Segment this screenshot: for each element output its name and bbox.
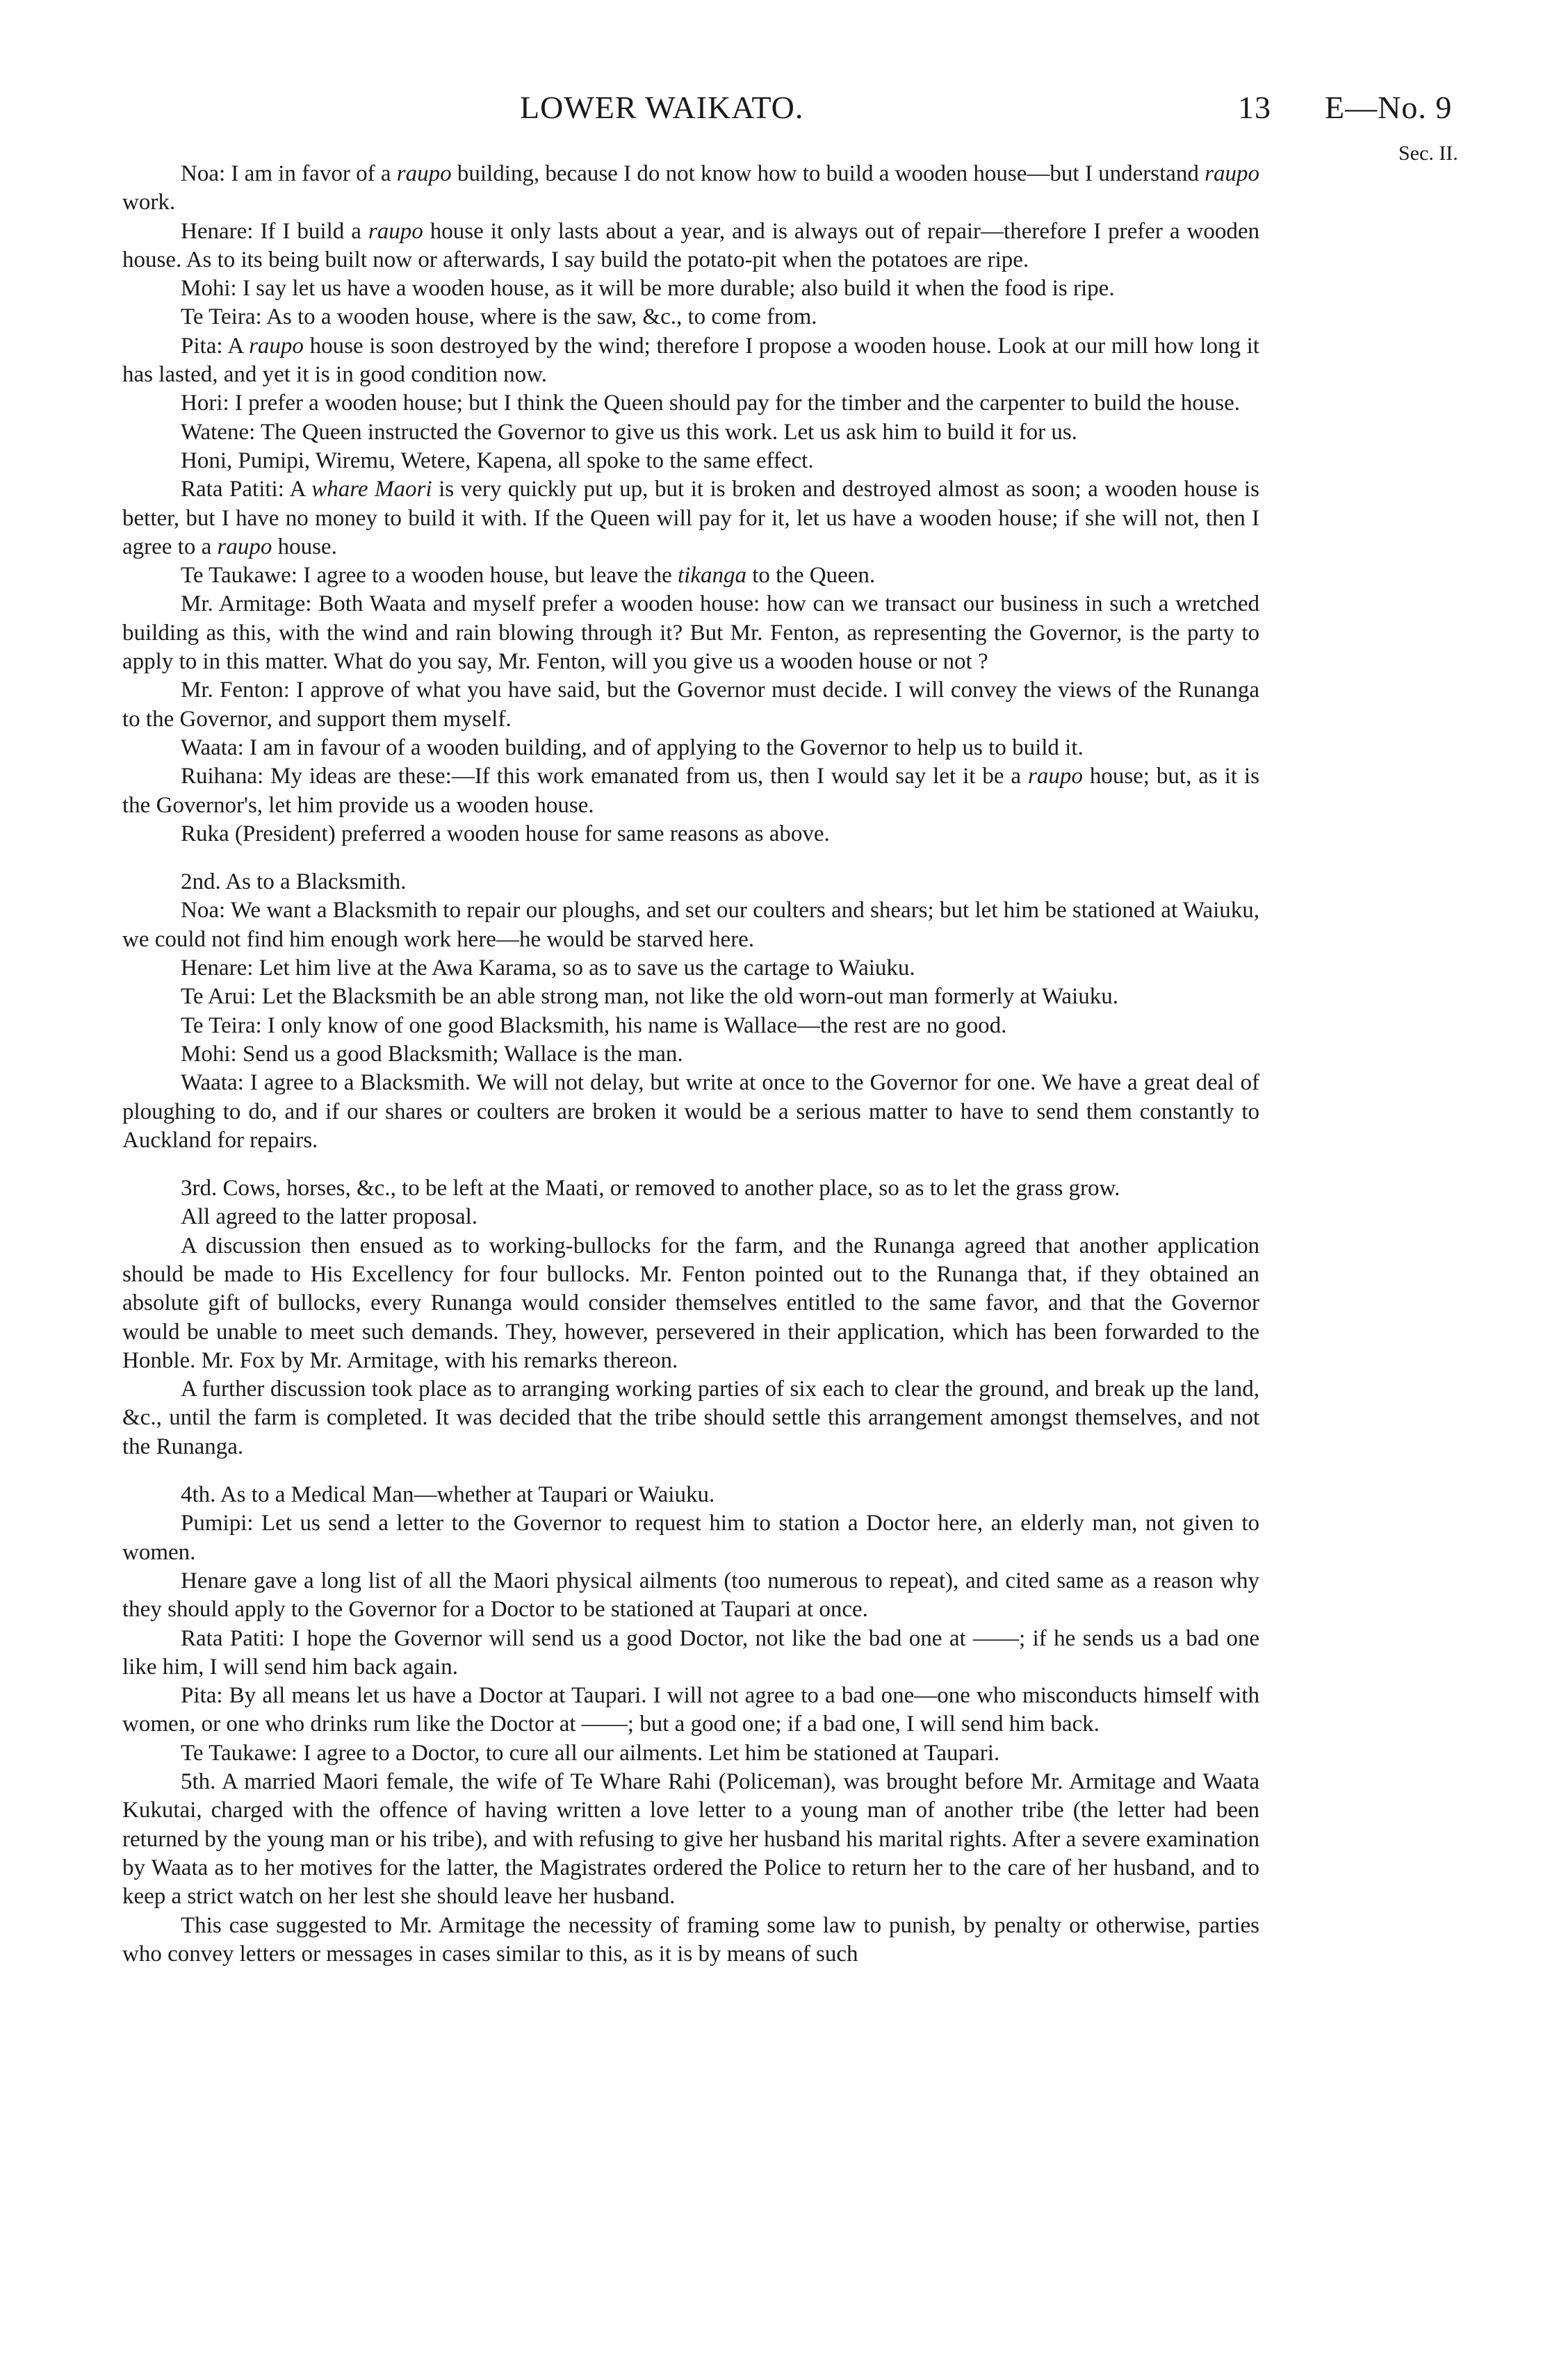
body-paragraph <box>122 1739 1259 1768</box>
paragraph-text: This case suggested to Mr. Armitage the necessity of framing some law to punish, by penalty or otherwise, parties who convey letters or messages in cases similar to this, as it is by means of such <box>122 1912 1259 1967</box>
body-paragraph <box>122 820 1259 848</box>
paragraph-text: all spoke to the same effect. <box>552 448 814 473</box>
body-paragraph <box>122 1174 1259 1203</box>
paragraph-text: Let the Blacksmith be an able strong man, not like the old worn-out man formerly at Waiuku. <box>256 984 1118 1010</box>
body-paragraph <box>122 218 1259 275</box>
paragraph-text: Let us send a letter to the Governor to request him to station a Doctor here, an elderly man, not given to women. <box>122 1511 1259 1565</box>
body-paragraph <box>122 1509 1259 1567</box>
body-paragraph <box>122 1069 1259 1155</box>
italic-term: raupo <box>396 161 452 186</box>
speaker-name: Te Teira: <box>181 304 262 330</box>
italic-term: raupo <box>249 333 304 359</box>
speaker-name: Mohi: <box>181 1041 237 1067</box>
section-label: Sec. II. <box>1398 142 1458 165</box>
paragraph-text: I approve of what you have said, but the Governor must decide. I will convey the views of the Runanga to the Governor, and support them myself. <box>122 678 1259 732</box>
speaker-name: Henare: <box>181 955 254 981</box>
body-paragraph <box>122 734 1259 762</box>
speaker-name: Te Taukawe: <box>181 1740 297 1766</box>
paragraph-text: A <box>222 333 250 359</box>
speaker-name: Rata Patiti: <box>181 477 284 502</box>
speaker-name: Hori: <box>181 391 229 416</box>
paragraph-text: I agree to a Doctor, to cure all our ailments. Let him be stationed at Taupari. <box>297 1740 1000 1766</box>
paragraph-text: We want a Blacksmith to repair our ploughs, and set our coulters and shears; but let him be stationed at Waiuku, we could not find him enough work here—he would be starved here. <box>122 898 1259 952</box>
italic-term: whare Maori <box>311 477 432 502</box>
paragraph-text: As to a Medical Man—whether at Taupari or Waiuku. <box>215 1482 715 1508</box>
paragraph-text: My ideas are these:—If this work emanated from us, then I would say let it be a <box>263 764 1029 789</box>
paragraph-text: As to a wooden house, where is the saw, &c., to come from. <box>261 304 817 330</box>
paragraph-text: I agree to a Blacksmith. We will not delay, but write at once to the Governor for one. We have a great deal of ploughing to do, and if our shares or coulters are broken it would be a serious matter to have to send them constantly to Auckland for repairs. <box>122 1070 1259 1153</box>
speaker-name: Pita: <box>181 333 223 359</box>
paragraph-text: is very quickly put up, but it is broken and destroyed almost as soon; a wooden house is better, but I have no money to build it with. If the Queen will pay for it, let us have a wooden house; if she will not, then I agree to a <box>122 477 1259 559</box>
body-paragraph <box>122 274 1259 303</box>
speaker-name: Ruka (President) <box>181 821 336 846</box>
italic-term: raupo <box>217 534 272 559</box>
body-paragraph <box>122 561 1259 590</box>
paragraph-text: I say let us have a wooden house, as it will be more durable; also build it when the food is ripe. <box>236 276 1115 302</box>
body-paragraph <box>122 475 1259 561</box>
speaker-name: Ruihana: <box>181 764 264 789</box>
body-paragraph <box>122 303 1259 331</box>
paragraph-text: to the Queen. <box>746 563 876 589</box>
paragraph-text: I hope the Governor will send us a good Doctor, not like the bad one at ——; if he sends us a bad one like him, I will send him back again. <box>122 1625 1259 1680</box>
italic-term: raupo <box>1205 161 1259 186</box>
paragraph-text: The Queen instructed the Governor to give us this work. Let us ask him to build it for us. <box>255 419 1077 445</box>
speaker-name: Noa: <box>181 161 226 186</box>
paragraph-text: Both Waata and myself prefer a wooden house: how can we transact our business in such a wretched building as this, with the wind and rain blowing through it? But Mr. Fenton, as representing the Governor, is the party to apply to in this matter. What do you say, Mr. Fenton, will you give us a wooden house or not ? <box>122 591 1259 675</box>
speaker-name: 4th. <box>181 1482 216 1508</box>
body-paragraph <box>122 590 1259 676</box>
speaker-name: Pumipi: <box>181 1511 254 1536</box>
paragraph-text: As to a Blacksmith. <box>220 869 407 895</box>
speaker-name: Noa: <box>181 898 226 924</box>
body-paragraph <box>122 1012 1259 1040</box>
body-paragraph <box>122 762 1259 820</box>
paragraph-text: All agreed to the latter proposal. <box>181 1204 478 1230</box>
paragraph-text: I agree to a wooden house, but leave the <box>297 563 678 589</box>
speaker-name: 2nd. <box>181 869 221 895</box>
speaker-name: 3rd. <box>181 1176 218 1201</box>
body-paragraph <box>122 868 1259 896</box>
body-paragraph <box>122 160 1259 218</box>
speaker-name: Mr. Armitage: <box>181 591 312 617</box>
body-paragraph <box>122 1040 1259 1069</box>
paragraph-text: A further discussion took place as to arranging working parties of six each to clear the ground, and break up the land, &c., until the farm is completed. It was decided that the tribe should settle this arrangement amongst themselves, and not the Runanga. <box>122 1377 1259 1459</box>
paragraph-text: preferred a wooden house for same reasons as above. <box>335 821 830 846</box>
document-reference: E—No. 9 <box>1325 90 1453 125</box>
speaker-name: Henare: <box>181 218 254 244</box>
paragraph-text: A married Maori female, the wife of Te Whare Rahi (Policeman), was brought before Mr. Armitage and Waata Kukutai, charged with the offence of having written a love letter to a young man of another tribe (the letter had been returned by the young man or his tribe), and with refusing to give her husband his marital rights. After a severe examination by Waata as to her motives for the latter, the Magistrates ordered the Police to return her to the care of her husband, and to keep a strict watch on her lest she should leave her husband. <box>122 1769 1259 1910</box>
paragraph-text: A <box>284 477 312 502</box>
speaker-name: Rata Patiti: <box>181 1625 285 1651</box>
speaker-name: Honi, Pumipi, Wiremu, Wetere, Kapena, <box>181 448 553 473</box>
speaker-name: 5th. <box>181 1769 216 1795</box>
italic-term: tikanga <box>678 563 746 589</box>
page-title: LOWER WAIKATO. <box>520 90 804 125</box>
page-body <box>122 160 1259 1969</box>
body-paragraph <box>122 447 1259 475</box>
paragraph-text: I am in favour of a wooden building, and of applying to the Governor to help us to build it. <box>243 734 1084 760</box>
speaker-name: Waata: <box>181 734 244 760</box>
speaker-name: Te Teira: <box>181 1012 262 1038</box>
body-paragraph <box>122 1232 1259 1375</box>
speaker-name: Mr. Fenton: <box>181 678 290 703</box>
body-paragraph <box>122 389 1259 418</box>
body-paragraph <box>122 983 1259 1011</box>
speaker-name: Te Taukawe: <box>181 563 297 589</box>
paragraph-text: house is soon destroyed by the wind; therefore I propose a wooden house. Look at our mill how long it has lasted, and yet it is in good condition now. <box>122 333 1259 388</box>
paragraph-text: house; but, as it is the Governor's, let him provide us a wooden house. <box>122 764 1259 818</box>
body-paragraph <box>122 1481 1259 1509</box>
body-paragraph <box>122 1682 1259 1739</box>
paragraph-text: I am in favor of a <box>225 161 397 186</box>
body-paragraph <box>122 1768 1259 1911</box>
paragraph-text: Cows, horses, &c., to be left at the Maati, or removed to another place, so as to let the grass grow. <box>217 1176 1120 1201</box>
paragraph-text: gave a long list of all the Maori physical ailments (too numerous to repeat), and cited same as a reason why they should apply to the Governor for a Doctor to be stationed at Taupari at once. <box>122 1568 1259 1623</box>
page-number: 13 <box>1238 90 1271 125</box>
paragraph-text: work. <box>122 190 176 215</box>
paragraph-text: Let him live at the Awa Karama, so as to save us the cartage to Waiuku. <box>253 955 915 981</box>
speaker-name: Pita: <box>181 1683 223 1709</box>
speaker-name: Te Arui: <box>181 984 256 1010</box>
body-paragraph <box>122 954 1259 983</box>
italic-term: raupo <box>1028 764 1083 789</box>
body-paragraph <box>122 1625 1259 1682</box>
paragraph-text: By all means let us have a Doctor at Taupari. I will not agree to a bad one—one who misconducts himself with women, or one who drinks rum like the Doctor at ——; but a good one; if a bad one, I will send him back. <box>122 1683 1259 1737</box>
paragraph-text: If I build a <box>253 218 368 244</box>
body-paragraph <box>122 1567 1259 1625</box>
body-paragraph <box>122 1203 1259 1231</box>
body-paragraph <box>122 332 1259 390</box>
body-paragraph <box>122 1375 1259 1461</box>
body-paragraph <box>122 1912 1259 1969</box>
paragraph-text: I only know of one good Blacksmith, his name is Wallace—the rest are no good. <box>261 1012 1007 1038</box>
body-paragraph <box>122 676 1259 734</box>
paragraph-text: Send us a good Blacksmith; Wallace is the man. <box>236 1041 683 1067</box>
paragraph-text: I prefer a wooden house; but I think the Queen should pay for the timber and the carpenter to build the house. <box>229 391 1240 416</box>
speaker-name: Henare <box>181 1568 247 1593</box>
speaker-name: Waata: <box>181 1070 244 1096</box>
body-paragraph <box>122 896 1259 954</box>
paragraph-text: house it only lasts about a year, and is always out of repair—therefore I prefer a wooden house. As to its being built now or afterwards, I say build the potato-pit when the potatoes are ripe. <box>122 218 1260 272</box>
body-paragraph <box>122 418 1259 447</box>
paragraph-text: building, because I do not know how to build a wooden house—but I understand <box>451 161 1205 186</box>
paragraph-text: house. <box>272 534 337 559</box>
speaker-name: Watene: <box>181 419 256 445</box>
italic-term: raupo <box>368 218 423 244</box>
paragraph-text: A discussion then ensued as to working-bullocks for the farm, and the Runanga agreed that another application should be made to His Excellency for four bullocks. Mr. Fenton pointed out to the Runanga that, if they obtained an absolute gift of bullocks, every Runanga would consider themselves entitled to the same favor, and that the Governor would be unable to meet such demands. They, however, persevered in their application, which has been forwarded to the Honble. Mr. Fox by Mr. Armitage, with his remarks thereon. <box>122 1233 1259 1373</box>
speaker-name: Mohi: <box>181 276 237 302</box>
